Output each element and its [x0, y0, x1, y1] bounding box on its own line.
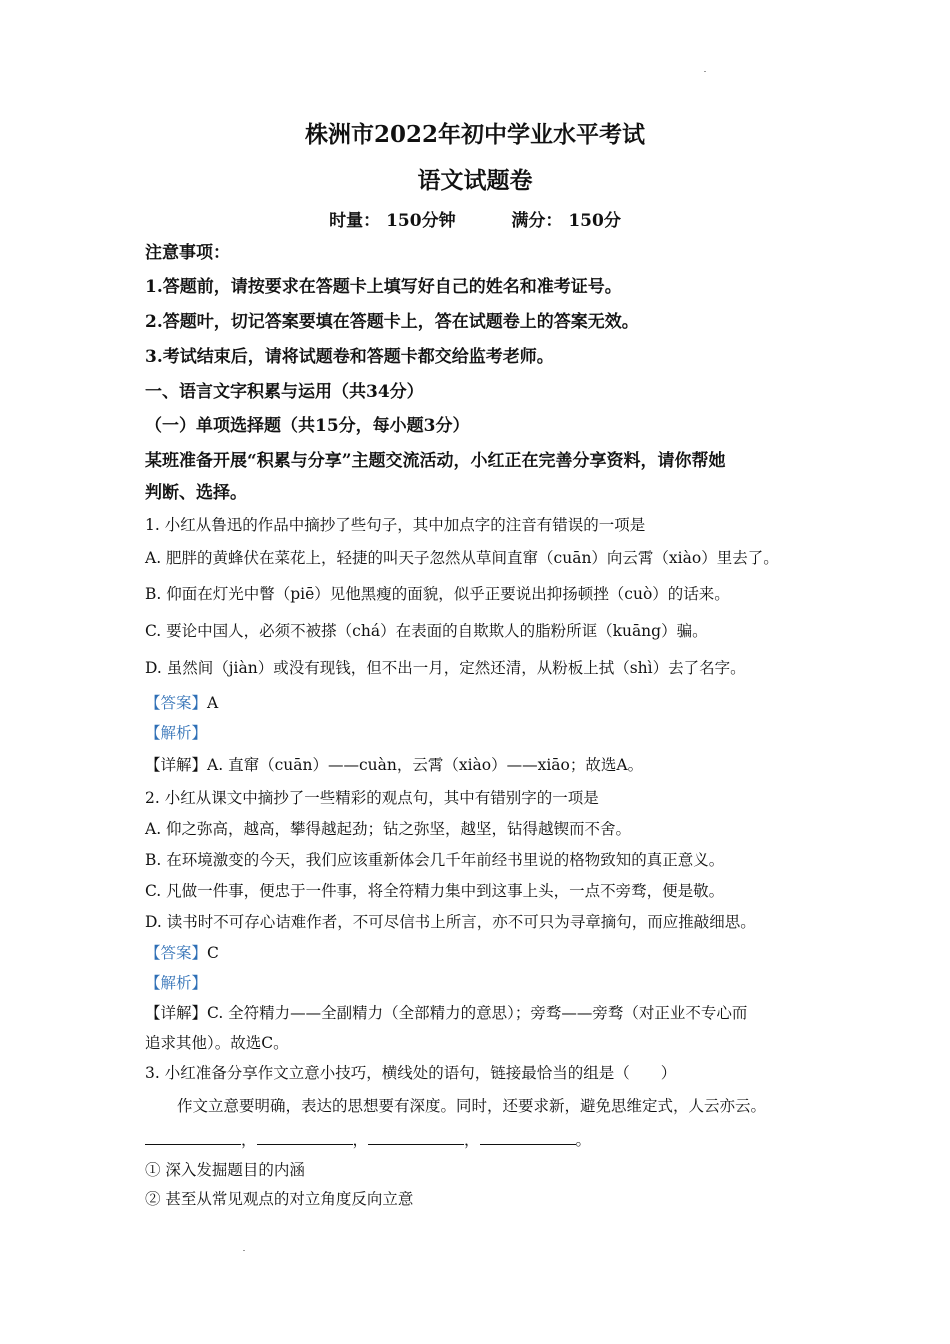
detail-tag: 【详解】	[145, 1004, 208, 1022]
detail-text: 追求其他）。故选C。	[145, 1034, 289, 1052]
notice-heading: 注意事项：	[145, 243, 230, 263]
answer-value: C	[207, 944, 219, 962]
question-option: B. 仰面在灯光中瞥（piē）见他黑瘦的面貌，似乎正要说出抑扬顿挫（cuò）的话来。	[145, 585, 730, 603]
blank	[368, 1130, 464, 1145]
blank	[145, 1130, 241, 1145]
section-heading: 一、语言文字积累与运用（共34分）	[145, 382, 424, 402]
list-item: ② 甚至从常见观点的对立角度反向立意	[145, 1190, 414, 1208]
answer-value: A	[207, 694, 219, 712]
question-stem: 2. 小红从课文中摘抄了一些精彩的观点句，其中有错别字的一项是	[145, 789, 599, 807]
question-option: A. 肥胖的黄蜂伏在菜花上，轻捷的叫天子忽然从草间直窜（cuān）向云霄（xiào）里去了。	[145, 549, 779, 567]
answer-tag: 【答案】	[145, 694, 208, 712]
detail-line	[145, 1002, 747, 1024]
intro-text: 某班准备开展“积累与分享”主题交流活动，小红正在完善分享资料，请你帮她	[145, 451, 726, 471]
question-option: D. 读书时不可存心诘难作者，不可尽信书上所言，亦不可只为寻章摘句，而应推敲细思。	[145, 913, 756, 931]
score-value: 150分	[568, 211, 621, 231]
detail-text: A. 直窜（cuān）——cuàn，云霄（xiào）——xiāo；故选A。	[207, 756, 644, 774]
exam-meta	[0, 206, 950, 231]
blank	[257, 1130, 353, 1145]
answer-line	[145, 942, 219, 964]
detail-tag: 【详解】	[145, 756, 208, 774]
question-option: A. 仰之弥高，越高，攀得越起劲；钻之弥坚，越坚，钻得越锲而不舍。	[145, 820, 632, 838]
question-option: C. 要论中国人，必须不被搽（chá）在表面的自欺欺人的脂粉所诓（kuāng）骗。	[145, 622, 708, 640]
notice-item: 2.答题叶，切记答案要填在答题卡上，答在试题卷上的答案无效。	[145, 312, 639, 332]
blank	[480, 1130, 576, 1145]
notice-item: 3.考试结束后，请将试题卷和答题卡都交给监考老师。	[145, 347, 554, 367]
question-option: D. 虽然间（jiàn）或没有现钱，但不出一月，定然还清，从粉板上拭（shì）去了名字。	[145, 659, 746, 677]
answer-tag: 【答案】	[145, 944, 208, 962]
score-label: 满分：	[511, 211, 563, 231]
passage-text: 作文立意要明确，表达的思想要有深度。同时，还要求新，避免思维定式，人云亦云。	[177, 1097, 767, 1115]
question-option: B. 在环境激变的今天，我们应该重新体会几千年前经书里说的格物致知的真正意义。	[145, 851, 725, 869]
fill-blank-line: ， ， ， 。	[145, 1129, 591, 1151]
time-label: 时量：	[329, 211, 381, 231]
intro-text: 判断、选择。	[145, 483, 247, 503]
detail-text: C. 全符精力——全副精力（全部精力的意思）；旁骛——旁骛（对正业不专心而	[207, 1004, 748, 1022]
question-stem: 1. 小红从鲁迅的作品中摘抄了些句子，其中加点字的注音有错误的一项是	[145, 516, 646, 534]
scan-dot	[243, 1250, 245, 1251]
exam-subtitle: 语文试题卷	[417, 167, 533, 194]
time-value: 150分钟	[386, 211, 456, 231]
list-item: ① 深入发掘题目的内涵	[145, 1161, 305, 1179]
analysis-tag: 【解析】	[145, 724, 208, 742]
sub-section-heading: （一）单项选择题（共15分，每小题3分）	[145, 416, 470, 436]
exam-title: 株洲市2022年初中学业水平考试	[304, 121, 645, 148]
notice-item: 1.答题前，请按要求在答题卡上填写好自己的姓名和准考证号。	[145, 277, 622, 297]
analysis-tag: 【解析】	[145, 974, 208, 992]
question-stem: 3. 小红准备分享作文立意小技巧，横线处的语句，链接最恰当的组是（ ）	[145, 1064, 677, 1082]
answer-line	[145, 692, 218, 714]
detail-line	[145, 754, 643, 776]
question-option: C. 凡做一件事，便忠于一件事，将全符精力集中到这事上头，一点不旁骛，便是敬。	[145, 882, 725, 900]
scan-dot	[704, 71, 706, 72]
